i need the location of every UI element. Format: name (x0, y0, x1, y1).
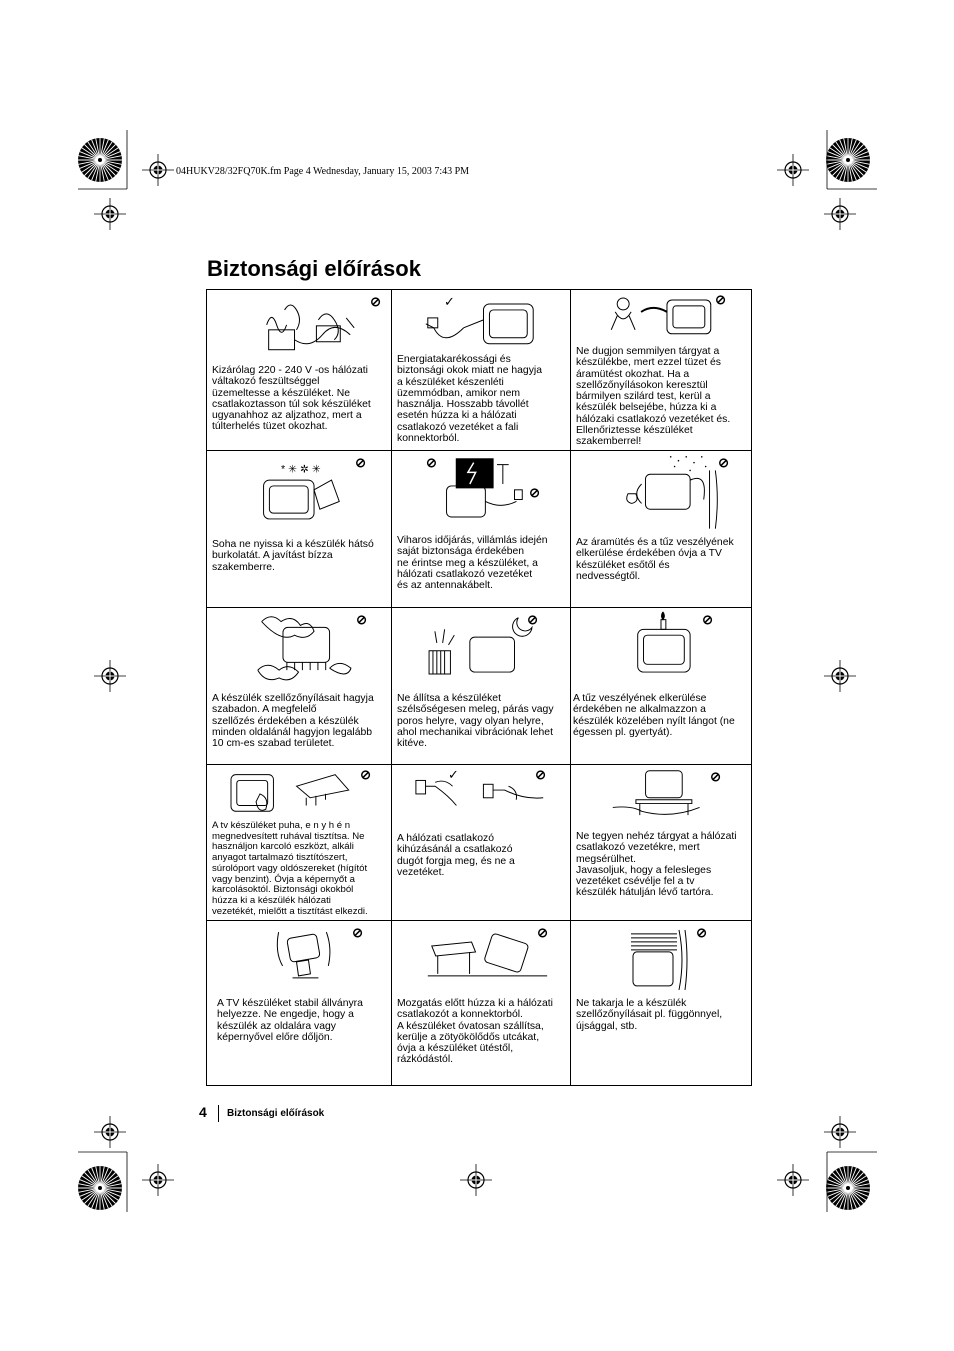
safety-caption: Ne tegyen nehéz tárgyat a hálózati csatlakozó vezetékre, mert megsérülhet. Javasoljuk, hogy a felesleges vezetéket csévélje fel a tv készülék hátulján lévő tartóra. (576, 831, 737, 899)
check-icon: ✓ (448, 767, 459, 782)
prohibited-icon: ⊘ (718, 455, 729, 470)
safety-cell-unplugging (392, 765, 571, 921)
safety-caption: Az áramütés és a tűz veszélyének elkerülése érdekében óvja a TV készüléket esőtől és nedvességtől. (576, 537, 734, 582)
prohibited-icon: ⊘ (352, 925, 363, 940)
prohibited-icon: ⊘ (710, 769, 721, 784)
safety-cell-ventilation (207, 608, 392, 765)
candle-on-tv-illustration (571, 608, 751, 695)
page-number: 4 (199, 1104, 207, 1120)
safety-caption: A készülék szellőzőnyílásait hagyja szabadon. A megfelelő szellőzés érdekében a készülék minden oldalánál hagyjon legalább 10 cm-es szabad területet. (212, 693, 374, 750)
safety-caption: Ne takarja le a készülék szellőzőnyílásait pl. függönnyel, újsággal, stb. (576, 998, 723, 1032)
safety-cell-open-flame (571, 608, 751, 765)
prohibited-icon: ⊘ (360, 767, 371, 782)
safety-cell-cleaning (207, 765, 392, 921)
svg-text:* ✳ ✲ ✳: * ✳ ✲ ✳ (281, 463, 321, 476)
safety-caption: Viharos időjárás, villámlás idején saját biztonsága érdekében ne érintse meg a készüléket, a hálózati csatlakozó vezetéket és az antennakábelt. (397, 535, 548, 592)
prohibited-icon: ⊘ (527, 612, 538, 627)
prohibited-icon: ⊘ (355, 455, 366, 470)
prohibited-icon: ⊘ (370, 294, 381, 309)
safety-cell-transport (392, 921, 571, 1085)
safety-cell-covering (571, 921, 751, 1085)
file-header-note: 04HUKV28/32FQ70K.fm Page 4 Wednesday, January 15, 2003 7:43 PM (176, 166, 470, 177)
heat-source-illustration (392, 608, 570, 695)
safety-caption: A TV készüléket stabil állványra helyezze. Ne engedje, hogy a készülék az oldalára vagy képernyővel előre dőljön. (217, 998, 363, 1043)
prohibited-icon: ⊘ (696, 925, 707, 940)
safety-caption: A tűz veszélyének elkerülése érdekében ne alkalmazzon a készülék közelében nyílt lángot (ne égessen pl. gyertyát). (573, 693, 735, 738)
safety-cell-standby (392, 290, 571, 451)
safety-cell-stand (207, 921, 392, 1085)
safety-caption: Ne állítsa a készüléket szélsőségesen meleg, párás vagy poros helyre, vagy olyan helyre, ahol mechanikai vibrációnak lehet kitéve. (397, 693, 554, 750)
footer-divider (218, 1105, 219, 1122)
prohibited-icon: ⊘ (356, 612, 367, 627)
safety-caption: Mozgatás előtt húzza ki a hálózati csatlakozót a konnektorból. A készüléket óvatosan szállítsa, kerülje a zötyökölődős utcákat, óvja a készüléket ütéstől, rázkódástól. (397, 998, 553, 1066)
safety-caption: Ne dugjon semmilyen tárgyat a készülékbe, mert ezzel tüzet és áramütést okozhat. Ha a szellőzőnyílásokon keresztül bármilyen szilárd test, kerül a készülék belsejébe, húzza ki a hálózaki csatlakozó vezetéket és. Ellenőriztesse készüléket szakemberrel! (576, 346, 731, 448)
safety-cell-heat-humidity (392, 608, 571, 765)
lightning-storm-illustration (392, 451, 570, 538)
footer-section-title: Biztonsági előírások (227, 1108, 325, 1119)
safety-instructions-grid (206, 289, 752, 1086)
prohibited-icon: ⊘ (715, 292, 726, 307)
safety-caption: Kizárólag 220 - 240 V -os hálózati váltakozó feszültséggel üzemeltesse a készüléket. Ne csatlakoztasson túl sok készüléket ugyanahhoz az aljzathoz, mert a túlterhelés tüzet okozhat. (212, 365, 371, 433)
safety-caption: A tv készüléket puha, e n y h é n megnedvesített ruhával tisztítsa. Ne használjon karcoló eszközt, alkáli anyagot tartalmazó tisztítószert, súrolóport vagy oldószereket (hígítót vagy benzint). Óvja a képernyőt a karcolásoktól. Biztonsági okokból húzza ki a készülék hálózati vezetékét, mielőtt a tisztítást elkezdi. (212, 820, 368, 917)
safety-caption: Soha ne nyissa ki a készülék hátsó burkolatát. A javítást bízza szakemberre. (212, 539, 374, 573)
prohibited-icon: ⊘ (702, 612, 713, 627)
check-icon: ✓ (444, 294, 455, 309)
safety-cell-moisture (571, 451, 751, 608)
prohibited-icon: ⊘ (426, 455, 437, 470)
safety-caption: Energiatakarékossági és biztonsági okok miatt ne hagyja a készüléket készenléti üzemmódban, amikor nem használja. Hosszabb távollét esetén húzza ki a hálózati csatlakozó vezetéket a fali konnektorból. (397, 354, 542, 445)
safety-cell-back-cover (207, 451, 392, 608)
safety-cell-foreign-objects (571, 290, 751, 451)
safety-cell-power-supply (207, 290, 392, 451)
prohibited-icon: ⊘ (537, 925, 548, 940)
prohibited-icon: ⊘ (529, 485, 540, 500)
safety-caption: A hálózati csatlakozó kihúzásánál a csatlakozó dugót forgja meg, és ne a vezetéket. (397, 833, 515, 878)
safety-cell-lightning (392, 451, 571, 608)
prohibited-icon: ⊘ (535, 767, 546, 782)
safety-cell-cable (571, 765, 751, 921)
page-title: Biztonsági előírások (207, 256, 421, 281)
